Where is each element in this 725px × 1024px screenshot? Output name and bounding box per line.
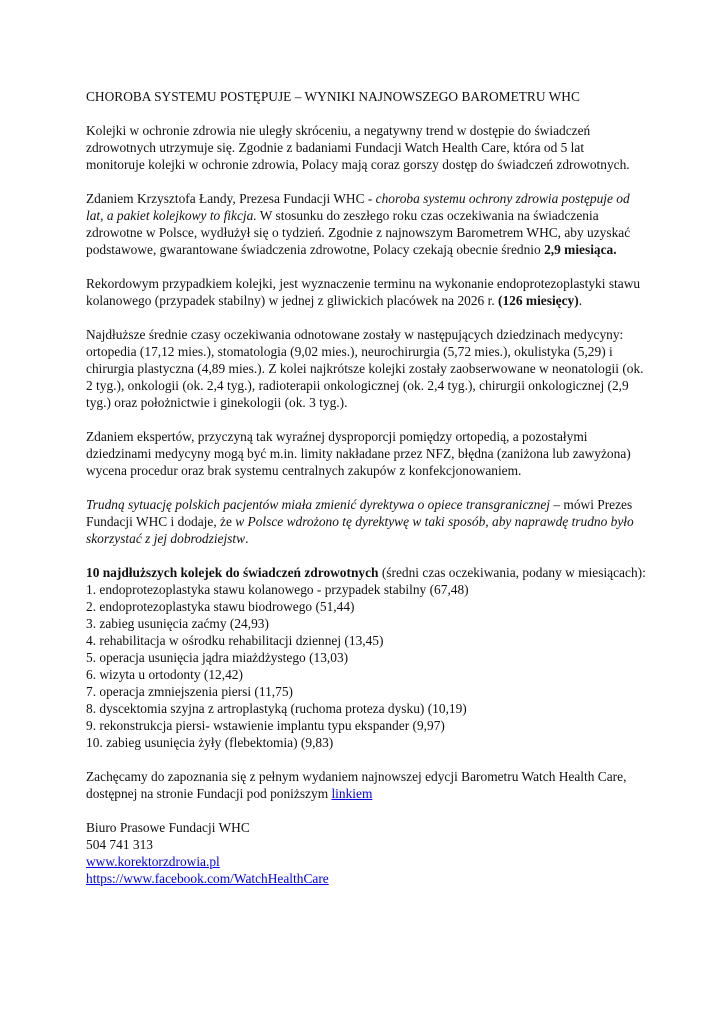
average-wait-value: 2,9 miesiąca. <box>544 242 617 257</box>
phone-number: 504 741 313 <box>86 837 153 852</box>
paragraph-text: W stosunku do zeszłego roku czas oczekiwania na świadczenia zdrowotne w Polsce, wydłużył się o tydzień. Zgodnie z najnowszym Barometrem WHC, aby uzyskać podstawowe, gwarantowane świadczenia zdrowotne, Polacy czekają obecnie średnio <box>86 208 631 257</box>
specialties-paragraph: Najdłuższe średnie czasy oczekiwania odnotowane zostały w następujących dziedzinach medycyny: ortopedia (17,12 mies.), stomatologia (9,02 mies.), neurochirurgia (5,72 mies.), okulistyka (5,29) i chirurgia plastyczna (4,89 mies.). Z kolei najkrótsze kolejki zostały zaobserwowane w neonatologii (ok. 2 tyg.), onkologii (ok. 2,4 tyg.), radioterapii onkologicznej (ok. 2,4 tyg.), chirurgii onkologicznej (2,9 tyg.) oraz położnictwie i ginekologii (ok. 3 tyg.). <box>86 327 644 410</box>
directive-paragraph <box>86 496 646 547</box>
record-wait-value: (126 miesięcy) <box>498 293 579 308</box>
ranking-list <box>86 581 646 751</box>
ranking-section <box>86 564 646 751</box>
facebook-link[interactable]: https://www.facebook.com/WatchHealthCare <box>86 871 329 886</box>
barometer-link[interactable]: linkiem <box>331 786 373 801</box>
press-office-name: Biuro Prasowe Fundacji WHC <box>86 820 250 835</box>
paragraph-text: – mówi Prezes Fundacji WHC i dodaje, że <box>86 497 633 529</box>
paragraph-text: Zdaniem Krzysztofa Łandy, Prezesa Fundacji WHC - <box>86 191 376 206</box>
page-title: CHOROBA SYSTEMU POSTĘPUJE – WYNIKI NAJNOWSZEGO BAROMETRU WHC <box>86 89 580 104</box>
paragraph-text: . <box>578 293 583 308</box>
website-link[interactable]: www.korektorzdrowia.pl <box>86 854 220 869</box>
quote-text: Trudną sytuację polskich pacjentów miała zmienić dyrektywa o opiece transgranicznej <box>86 497 551 512</box>
ranking-intro <box>86 564 646 581</box>
list-item: 7. operacja zmniejszenia piersi (11,75) <box>86 684 293 699</box>
paragraph-text: Rekordowym przypadkiem kolejki, jest wyznaczenie terminu na wykonanie endoprotezoplastyki stawu kolanowego (przypadek stabilny) w jednej z gliwickich placówek na 2026 r. <box>86 276 641 308</box>
list-item: 6. wizyta u ortodonty (12,42) <box>86 667 243 682</box>
list-item: 10. zabieg usunięcia żyły (flebektomia) (9,83) <box>86 735 334 750</box>
list-item: 8. dyscektomia szyjna z artroplastyką (ruchoma proteza dysku) (10,19) <box>86 701 467 716</box>
list-item: 9. rekonstrukcja piersi- wstawienie implantu typu ekspander (9,97) <box>86 718 445 733</box>
president-quote-paragraph <box>86 190 646 258</box>
list-item: 3. zabieg usunięcia zaćmy (24,93) <box>86 616 269 631</box>
paragraph-text: . <box>245 531 249 546</box>
press-release <box>86 88 646 887</box>
experts-paragraph: Zdaniem ekspertów, przyczyną tak wyraźnej dysproporcji pomiędzy ortopedią, a pozostałymi dziedzinami medycyny mogą być m.in. limity nakładane przez NFZ, błędna (zaniżona lub zawyżona) wycena procedur oraz brak systemu centralnych zakupów z konfekcjonowaniem. <box>86 429 631 478</box>
intro-paragraph: Kolejki w ochronie zdrowia nie uległy skróceniu, a negatywny trend w dostępie do świadczeń zdrowotnych utrzymuje się. Zgodnie z badaniami Fundacji Watch Health Care, która od 5 lat monitoruje kolejki w ochronie zdrowia, Polacy mają coraz gorszy dostęp do świadczeń zdrowotnych. <box>86 123 630 172</box>
record-queue-paragraph <box>86 275 646 309</box>
quote-text: w Polsce wdrożono tę dyrektywę w taki sposób, aby naprawdę trudno było skorzystać z jej dobrodziejstw <box>86 514 634 546</box>
ranking-intro-text: (średni czas oczekiwania, podany w miesiącach): <box>378 565 646 580</box>
list-item: 4. rehabilitacja w ośrodku rehabilitacji dziennej (13,45) <box>86 633 384 648</box>
list-item: 1. endoprotezoplastyka stawu kolanowego - przypadek stabilny (67,48) <box>86 582 469 597</box>
closing-paragraph <box>86 768 646 802</box>
contact-block <box>86 819 646 887</box>
ranking-heading: 10 najdłuższych kolejek do świadczeń zdrowotnych <box>86 565 379 580</box>
list-item: 5. operacja usunięcia jądra miażdżystego (13,03) <box>86 650 349 665</box>
list-item: 2. endoprotezoplastyka stawu biodrowego (51,44) <box>86 599 355 614</box>
quote-text: choroba systemu ochrony zdrowia postępuje od lat, a pakiet kolejkowy to fikcja. <box>86 191 630 223</box>
paragraph-text: Zachęcamy do zapoznania się z pełnym wydaniem najnowszej edycji Barometru Watch Health Care, dostępnej na stronie Fundacji pod poniższym <box>86 769 627 801</box>
